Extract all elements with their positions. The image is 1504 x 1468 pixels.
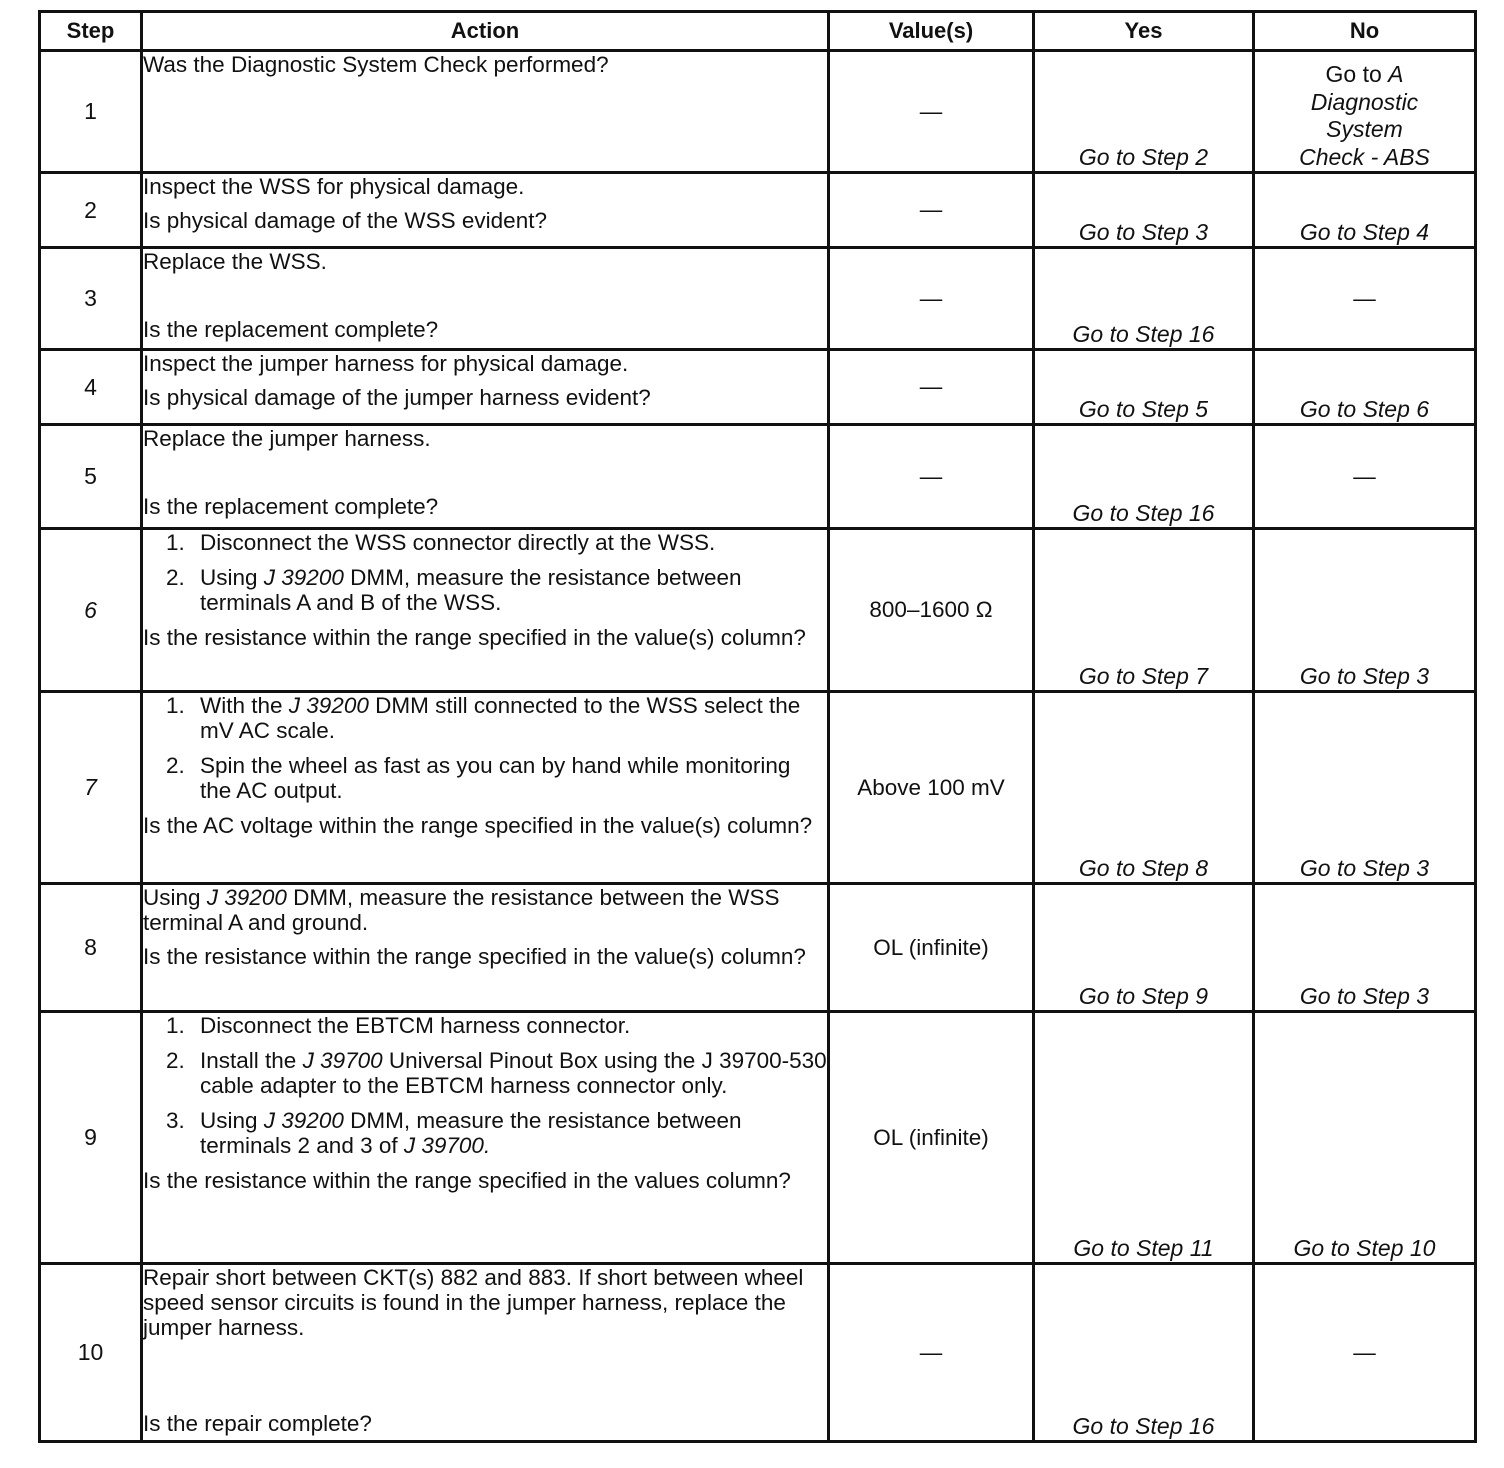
header-row — [40, 12, 1476, 51]
yes-cell: Go to Step 3 — [1034, 173, 1254, 248]
step-number: 4 — [40, 350, 142, 425]
list-item: 1. Disconnect the WSS connector directly at the WSS. — [166, 530, 716, 555]
step-number: 10 — [40, 1264, 142, 1442]
action-steps — [143, 693, 827, 803]
yes-cell: Go to Step 16 — [1034, 1264, 1254, 1442]
list-item: 1. With the J 39200 DMM still connected to the WSS select the mV AC scale. — [166, 693, 801, 743]
no-cell: — — [1254, 248, 1476, 350]
action-question: Is the AC voltage within the range specified in the value(s) column? — [143, 813, 813, 838]
action-cell — [142, 173, 829, 248]
table-row — [40, 692, 1476, 884]
action-cell — [142, 425, 829, 529]
no-text: Go to — [1325, 61, 1389, 87]
table-row — [40, 425, 1476, 529]
yes-cell: Go to Step 7 — [1034, 529, 1254, 692]
no-cell: Go to Step 3 — [1254, 529, 1476, 692]
action-cell — [142, 1264, 829, 1442]
action-question: Is the repair complete? — [143, 1411, 372, 1436]
action-cell — [142, 248, 829, 350]
no-cell: Go to Step 4 — [1254, 173, 1476, 248]
table-row — [40, 248, 1476, 350]
yes-cell: Go to Step 2 — [1034, 51, 1254, 173]
tool-ref: J 39200 — [263, 565, 344, 590]
table-row — [40, 350, 1476, 425]
header-no: No — [1254, 12, 1476, 51]
no-cell: Go to Step 3 — [1254, 884, 1476, 1012]
tool-ref: J 39200 — [263, 1108, 344, 1133]
value-cell: — — [829, 51, 1034, 173]
list-item: 2. Using J 39200 DMM, measure the resistance between terminals A and B of the WSS. — [166, 565, 742, 615]
no-cell: — — [1254, 425, 1476, 529]
value-cell: 800–1600 Ω — [829, 529, 1034, 692]
table-row — [40, 884, 1476, 1012]
yes-cell: Go to Step 8 — [1034, 692, 1254, 884]
step-number: 7 — [40, 692, 142, 884]
action-cell — [142, 692, 829, 884]
tool-ref: J 39700 — [302, 1048, 383, 1073]
diagnostic-table — [38, 10, 1477, 1443]
tool-ref: J 39200 — [206, 885, 287, 910]
no-cell: — — [1254, 1264, 1476, 1442]
action-question: Is the resistance within the range specified in the value(s) column? — [143, 625, 806, 650]
action-question: Is physical damage of the jumper harness evident? — [143, 385, 651, 410]
action-cell — [142, 529, 829, 692]
header-yes: Yes — [1034, 12, 1254, 51]
list-item: 2. Install the J 39700 Universal Pinout Box using the J 39700-530 cable adapter to the EBTCM harness connector only. — [166, 1048, 827, 1098]
action-text: Inspect the WSS for physical damage. — [143, 174, 525, 199]
table-row — [40, 51, 1476, 173]
tool-ref: J 39200 — [288, 693, 369, 718]
no-link: A — [1388, 61, 1404, 87]
step-number: 5 — [40, 425, 142, 529]
yes-cell: Go to Step 5 — [1034, 350, 1254, 425]
action-question: Is physical damage of the WSS evident? — [143, 208, 547, 233]
no-text: Check - ABS — [1299, 143, 1430, 170]
header-step: Step — [40, 12, 142, 51]
step-number: 2 — [40, 173, 142, 248]
action-steps — [143, 530, 827, 615]
list-item: 3. Using J 39200 DMM, measure the resistance between terminals 2 and 3 of J 39700. — [166, 1108, 742, 1158]
action-cell — [142, 350, 829, 425]
value-cell: OL (infinite) — [829, 1012, 1034, 1264]
table-row — [40, 1012, 1476, 1264]
action-text: Inspect the jumper harness for physical damage. — [143, 351, 629, 376]
step-number: 9 — [40, 1012, 142, 1264]
header-values: Value(s) — [829, 12, 1034, 51]
step-number: 1 — [40, 51, 142, 173]
action-question: Is the replacement complete? — [143, 317, 439, 342]
list-item: 1. Disconnect the EBTCM harness connector. — [166, 1013, 631, 1038]
yes-cell: Go to Step 9 — [1034, 884, 1254, 1012]
value-cell: — — [829, 248, 1034, 350]
action-text: Repair short between CKT(s) 882 and 883. If short between wheel speed sensor circuits is found in the jumper harness, replace the jumper harness. — [143, 1265, 804, 1340]
action-text: Replace the WSS. — [143, 249, 327, 274]
value-cell: — — [829, 1264, 1034, 1442]
table-row — [40, 1264, 1476, 1442]
table-row — [40, 173, 1476, 248]
value-cell: — — [829, 350, 1034, 425]
no-cell — [1254, 51, 1476, 173]
action-cell — [142, 884, 829, 1012]
action-text: Replace the jumper harness. — [143, 426, 431, 451]
no-cell: Go to Step 3 — [1254, 692, 1476, 884]
header-action: Action — [142, 12, 829, 51]
action-question: Is the resistance within the range specified in the values column? — [143, 1168, 791, 1193]
no-text: Diagnostic — [1310, 88, 1419, 115]
no-cell: Go to Step 10 — [1254, 1012, 1476, 1264]
value-cell: OL (infinite) — [829, 884, 1034, 1012]
action-cell — [142, 1012, 829, 1264]
yes-cell: Go to Step 11 — [1034, 1012, 1254, 1264]
action-steps — [143, 1013, 827, 1158]
table-row — [40, 529, 1476, 692]
list-item: 2. Spin the wheel as fast as you can by hand while monitoring the AC output. — [166, 753, 791, 803]
value-cell: Above 100 mV — [829, 692, 1034, 884]
value-cell: — — [829, 173, 1034, 248]
tool-ref: J 39700. — [403, 1133, 491, 1158]
action-question: Is the replacement complete? — [143, 494, 439, 519]
action-question: Is the resistance within the range specified in the value(s) column? — [143, 944, 806, 969]
yes-cell: Go to Step 16 — [1034, 248, 1254, 350]
action-text: Using J 39200 DMM, measure the resistance between the WSS terminal A and ground. — [143, 885, 780, 935]
value-cell: — — [829, 425, 1034, 529]
action-cell — [142, 51, 829, 173]
yes-cell: Go to Step 16 — [1034, 425, 1254, 529]
step-number: 8 — [40, 884, 142, 1012]
step-number: 6 — [40, 529, 142, 692]
no-text: System — [1326, 116, 1403, 142]
action-text: Was the Diagnostic System Check performed? — [143, 52, 609, 77]
no-cell: Go to Step 6 — [1254, 350, 1476, 425]
step-number: 3 — [40, 248, 142, 350]
